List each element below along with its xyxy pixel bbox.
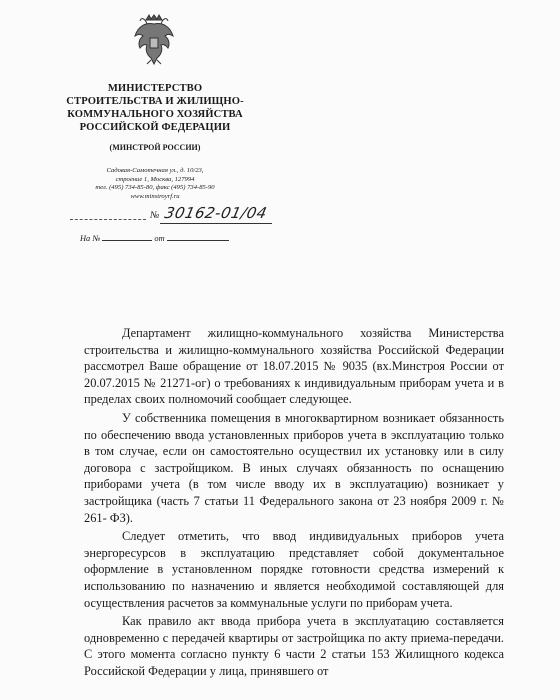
paragraph: Как правило акт ввода прибора учета в эксплуатацию составляется одновременно с передачей квартиры от застройщика по акту приема-передачи. С этого момента согласно пункту 6 части 2 статьи 153 Жилищного кодекса Российской Федерации у лица, принявшего от <box>84 614 504 678</box>
coat-of-arms-icon <box>132 12 176 68</box>
paragraph: У собственника помещения в многоквартирном возникает обязанность по обеспечению ввода установленных приборов учета в эксплуатацию только в том случае, если он самостоятельно осуществил их установку или в силу договора с застройщиком. В иных случаях обязанность по оснащению приборами учета (в том числе вводу их в эксплуатацию) возникает у застройщика (часть 7 статьи 11 Федерального закона от 23 ноября 2009 г. № 261- ФЗ). <box>84 410 504 525</box>
ministry-line: РОССИЙСКОЙ ФЕДЕРАЦИИ <box>79 122 231 133</box>
incoming-reference <box>80 232 229 243</box>
paragraph: Следует отметить, что ввод индивидуальных приборов учета энергоресурсов в эксплуатацию представляет собой документальное оформление в установленном порядке готовности средства измерений к использованию по назначению и является необходимой составляющей для осуществления расчетов за коммунальные услуги по приборам учета. <box>84 529 504 610</box>
ministry-line: КОММУНАЛЬНОГО ХОЗЯЙСТВА <box>67 109 243 120</box>
address-line: Садовая-Самотечная ул., д. 10/23, <box>106 167 204 174</box>
date-blank <box>70 219 146 220</box>
ministry-line: СТРОИТЕЛЬСТВА И ЖИЛИЩНО- <box>66 96 244 107</box>
in-ref-prefix: На № <box>80 234 101 243</box>
in-ref-from: от <box>154 234 165 243</box>
outgoing-number <box>70 206 270 228</box>
number-sign: № <box>150 210 160 221</box>
paragraph: Департамент жилищно-коммунального хозяйства Министерства строительства и жилищно-коммунального хозяйства Российской Федерации рассмотрел Ваше обращение от 18.07.2015 № 9035 (вх.Минстроя России от 20.07.2015 № 21271-ог) о требованиях к индивидуальным приборам учета и в пределах своих полномочий сообщает следующее. <box>84 326 504 407</box>
in-ref-number-blank <box>102 232 152 241</box>
address-line: тел. (495) 734-85-80, факс (495) 734-85-90 <box>95 184 215 192</box>
in-ref-date-blank <box>167 232 229 241</box>
ministry-line: МИНИСТЕРСТВО <box>107 83 203 94</box>
address-line: www.minstroyrf.ru <box>130 192 180 200</box>
address-line: строение 1, Москва, 127994 <box>115 175 195 183</box>
ministry-name <box>50 82 260 134</box>
ministry-address <box>60 167 250 201</box>
ministry-short-name: (МИНСТРОЙ РОССИИ) <box>109 143 201 152</box>
letter-body <box>84 325 504 681</box>
handwritten-number: 30162-01/04 <box>163 204 269 222</box>
number-underline <box>160 223 272 224</box>
